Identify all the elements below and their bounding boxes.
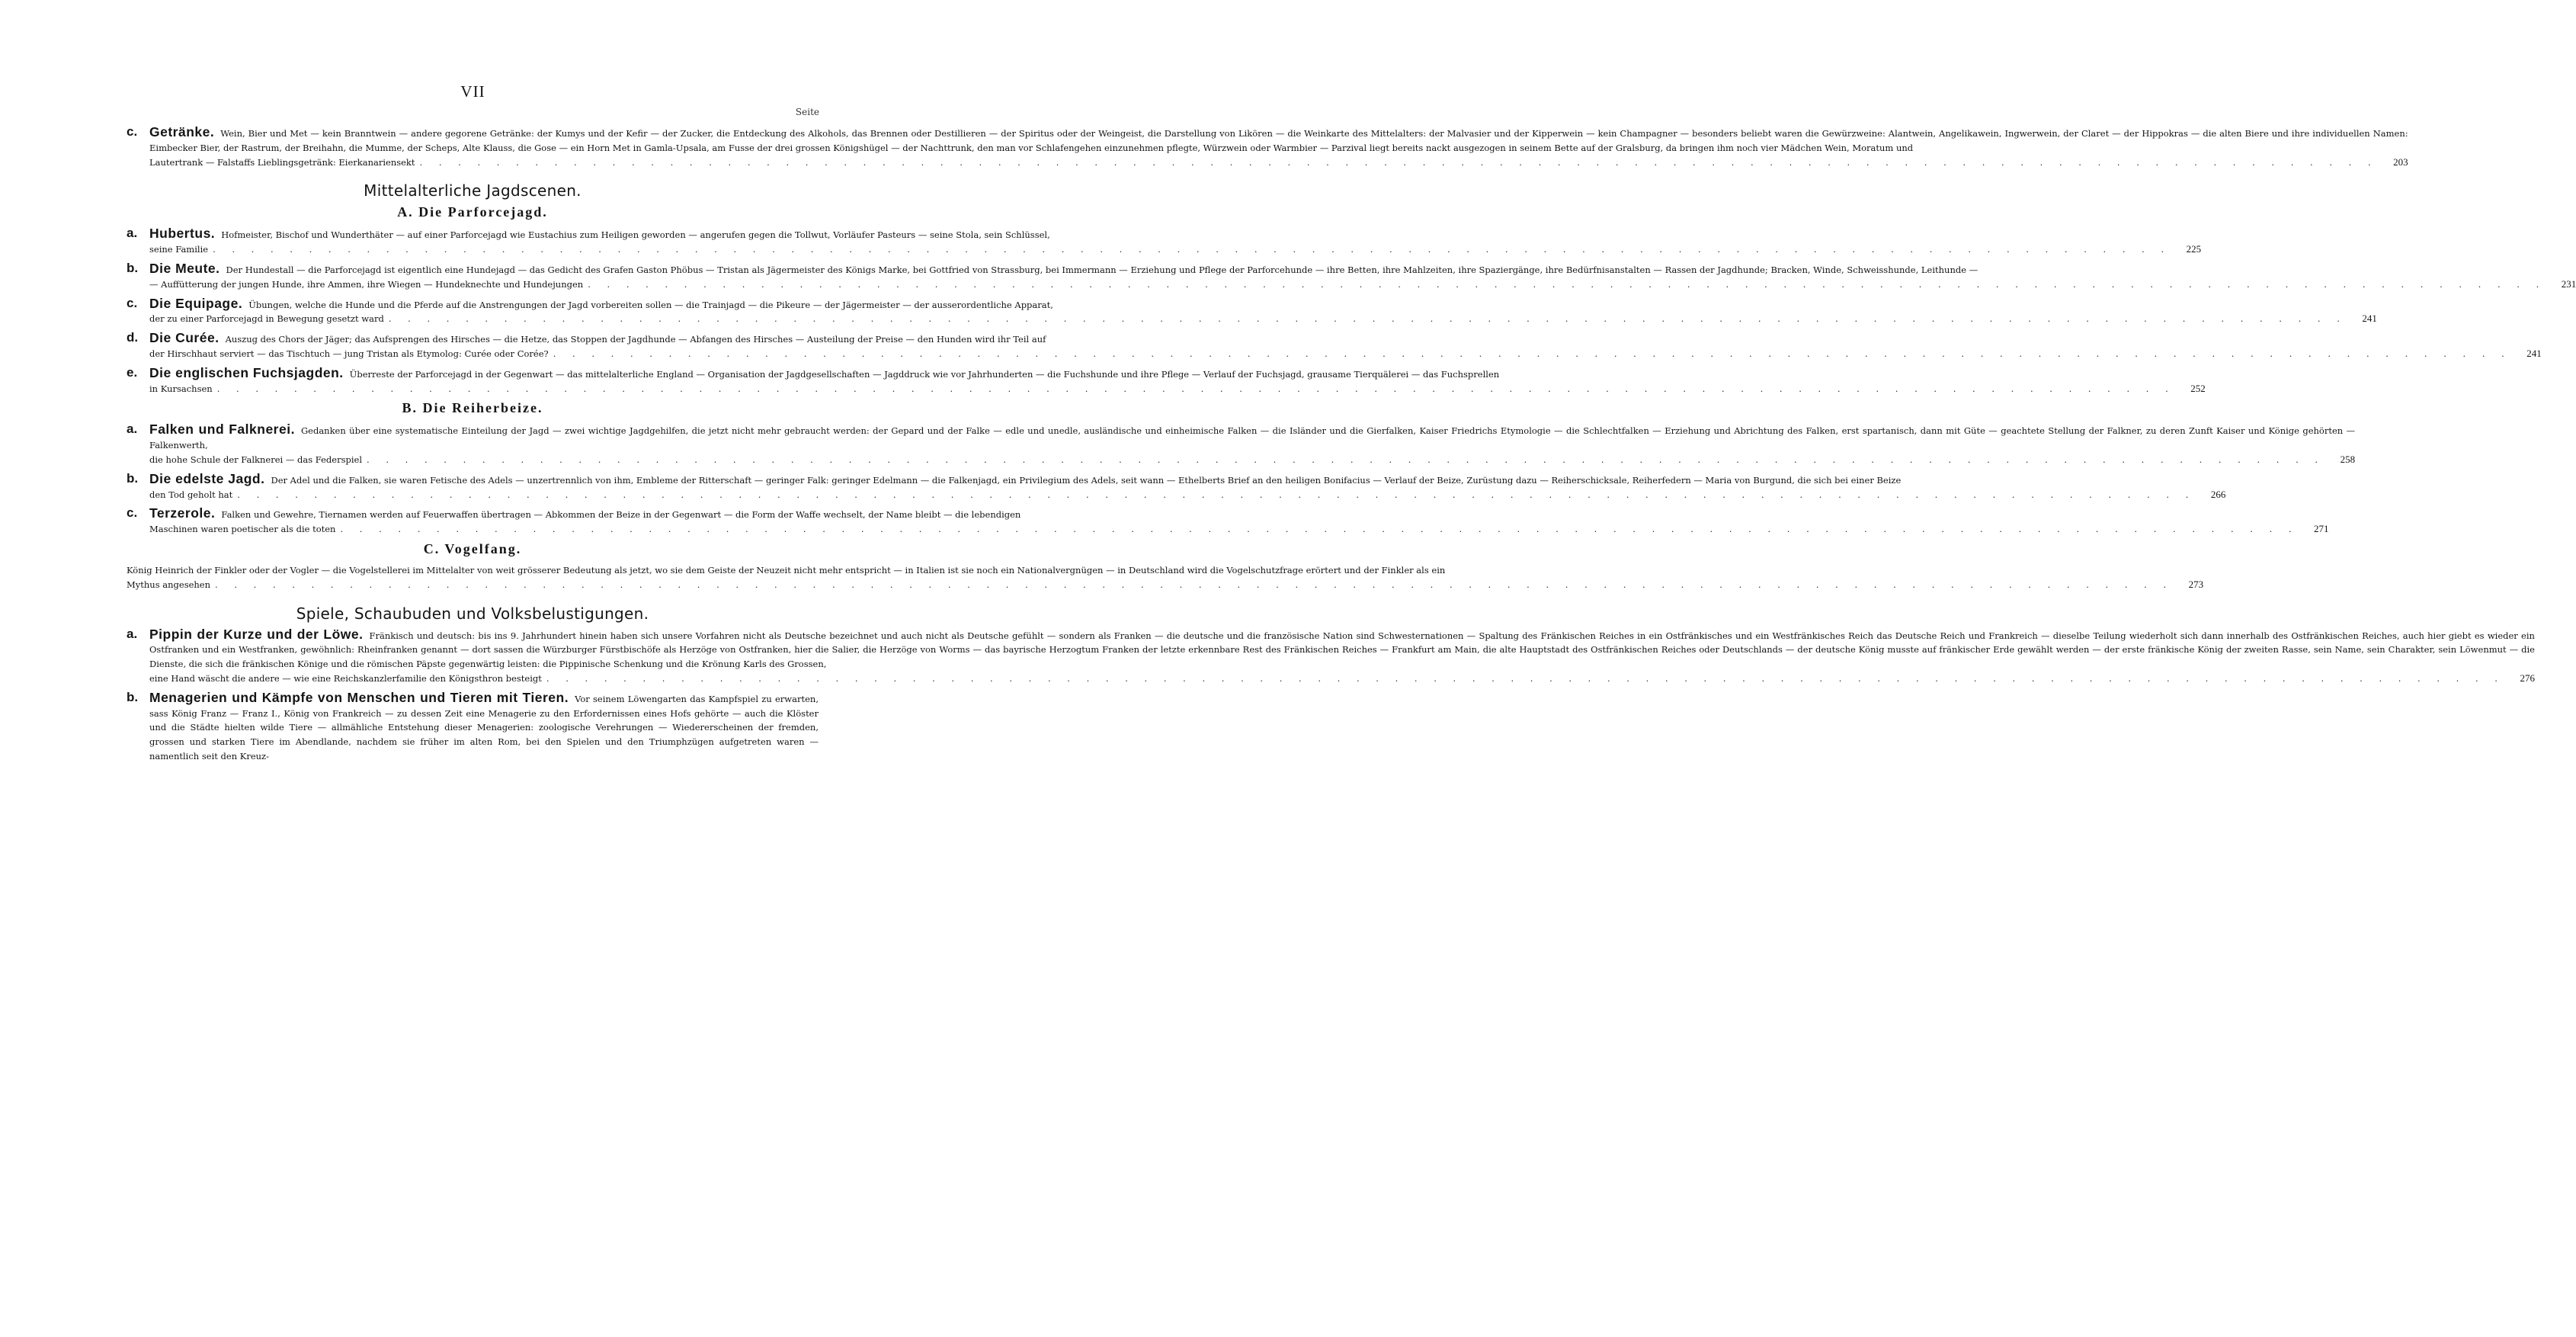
entry-description: Der Hundestall — die Parforcejagd ist eigentlich eine Hundejagd — das Gedicht des Grafen Gaston Phöbus — Tristan als Jägermeister des Königs Marke, bei Gottfried von Strassburg, bei Immermann — Erziehung und Pflege der Parforcehunde — ihre Betten, ihre Mahlzeiten, ihre Spaziergänge, ihre Bedürfnisanstalten — Rassen der Jagdhunde; Bracken, Winde, Schweisshunde, Leithunde — — [226, 264, 1978, 275]
entry-lastline: in Kursachsen — [149, 383, 213, 394]
page-number: 241 — [2362, 313, 2377, 325]
entry-letter: c. — [127, 124, 138, 139]
dot-leader — [237, 488, 2195, 502]
dot-leader — [420, 156, 2378, 170]
toc-entry — [127, 124, 2408, 169]
toc-entry — [127, 295, 2377, 327]
dot-leader — [588, 277, 2546, 292]
entry-letter: c. — [127, 505, 138, 521]
dot-leader — [546, 672, 2504, 686]
toc-entry — [127, 364, 2206, 396]
entry-heading: Die Meute. — [149, 260, 220, 276]
entry-description: Falken und Gewehre, Tiernamen werden auf Feuerwaffen übertragen — Abkommen der Beize in der Gegenwart — die Form der Waffe wechselt, der Name bleibt — die lebendigen — [221, 509, 1021, 521]
entry-letter: d. — [127, 330, 139, 345]
entry-lastline: den Tod geholt hat — [149, 489, 233, 500]
entry-letter: b. — [127, 260, 139, 275]
toc-entry — [127, 563, 2204, 592]
page-number: 276 — [2520, 672, 2535, 684]
entry-heading: Getränke. — [149, 124, 215, 139]
entry-description: Gedanken über eine systematische Einteilung der Jagd — zwei wichtige Jagdgehilfen, die jetzt nicht mehr gebraucht werden: der Gepard und der Falke — edle und unedle, ausländische und einheimische Falken — die Isländer und die Gierfalken, Kaiser Friedrichs Etymologie — die Schlechtfalken — Erziehung und Abrichtung des Falken, erst spartanisch, dann mit Güte — geachtete Stellung der Falkner, zu deren Zunft Kaiser und Könige gehörten — Falkenwerth, — [149, 425, 2356, 451]
entry-lastline: eine Hand wäscht die andere — wie eine Reichskanzlerfamilie den Königsthron besteigt — [149, 672, 542, 684]
entry-lastline: seine Familie — [149, 244, 209, 255]
table-of-contents — [127, 124, 2576, 768]
entry-description: Der Adel und die Falken, sie waren Fetische des Adels — unzertrennlich von ihm, Embleme der Ritterschaft — geringer Falk: geringer Edelmann — die Falkenjagd, ein Privilegium des Adels, seit wann — Ethelberts Brief an den heiligen Bonifacius — Verlauf der Beize, Zurüstung dazu — Reiherschicksale, Reiherfedern — Maria von Burgund, die sich bei einer Beize — [271, 474, 1902, 486]
page-number: 258 — [2340, 453, 2356, 465]
entry-description: Überreste der Parforcejagd in der Gegenwart — das mittelalterliche England — Organisation der Jagdgesellschaften — Jagddruck wie vor Jahrhunderten — die Fuchshunde und ihre Pflege — Verlauf der Fuchsjagd, grausame Tierquälerei — das Fuchsprellen — [349, 368, 1500, 380]
page-number: 252 — [2190, 382, 2206, 394]
entry-text — [149, 125, 2408, 156]
dot-leader — [217, 382, 2175, 396]
dot-leader — [553, 347, 2511, 361]
entry-letter: a. — [127, 422, 138, 437]
toc-entry — [127, 330, 2542, 361]
dot-leader — [389, 312, 2347, 326]
entry-letter: a. — [127, 226, 138, 241]
page-folio: VII — [460, 82, 485, 101]
entry-heading: Terzerole. — [149, 505, 216, 521]
entry-description: Fränkisch und deutsch: bis ins 9. Jahrhundert hinein haben sich unsere Vorfahren nicht als Deutsche bezeichnet und auch nicht als Deutsche gefühlt — sondern als Franken — die deutsche und die französische Nation sind Schwesternationen — Spaltung des Fränkischen Reiches in ein Ostfränkisches und ein Westfränkisches Reich das Deutsche Reich und Frankreich — dieselbe Teilung wiederholt sich dann innerhalb des Ostfränkischen Reiches, auch hier giebt es wieder ein Ostfranken und ein Westfranken, gewöhnlich: Rheinfranken genannt — dort sassen die Würzburger Fürstbischöfe als Herzöge von Ostfranken, hier die Salier, die Herzöge von Worms — das bayrische Herzogtum Franken der letzte erkennbare Rest des Fränkischen Reiches — Frankfurt am Main, die alte Hauptstadt des Ostfränkischen Reiches oder Deutschlands — der deutsche König musste auf fränkischer Erde gewählt werden — der erste fränkische König der zweiten Rasse, sein Name, sein Charakter, sein Löwenmut — die Dienste, die sich die fränkischen Könige und die römischen Päpste gegenwärtig leisten: die Pippinische Schenkung und die Krönung Karls des Grossen, — [149, 630, 2535, 670]
entry-description: Wein, Bier und Met — kein Branntwein — andere gegorene Getränke: der Kumys und der Kefir — der Zucker, die Entdeckung des Alkohols, das Brennen oder Destillieren — der Spiritus oder der Weingeist, die Darstellung von Likören — die Weinkarte des Mittelalters: der Malvasier und der Kipperwein — kein Champagner — besonders beliebt waren die Gewürzweine: Alantwein, Angelikawein, Ingwerwein, der Claret — der Hippokras — die alten Biere und ihre individuellen Namen: Eimbecker Bier, der Rastrum, der Breihahn, die Mumme, der Scheps, Alte Klauss, die Gose — ein Horn Met in Gamla-Upsala, am Fusse der drei grossen Königshügel — der Nachttrunk, den man vor Schlafengehen einzunehmen pflegte, Würzwein oder Warmbier — Parzival liegt bereits nackt ausgezogen in seinem Bette auf der Gralsburg, da bringen ihm noch vier Mädchen Wein, Moratum und — [149, 128, 2408, 153]
entry-lastline: Lautertrank — Falstaffs Lieblingsgetränk: Eierkanariensekt — [149, 156, 415, 168]
toc-entry — [127, 691, 819, 764]
entry-lastline: der Hirschhaut serviert — das Tischtuch — jung Tristan als Etymolog: Curée oder Corée? — [149, 348, 549, 359]
dot-leader — [340, 522, 2298, 537]
entry-lastline: Maschinen waren poetischer als die toten — [149, 524, 336, 535]
page-number: 241 — [2526, 347, 2542, 359]
entry-description: Auszug des Chors der Jäger; das Aufsprengen des Hirsches — die Hetze, das Stoppen der Jagdhunde — Abfangen des Hirsches — Austeilung der Preise — den Hunden wird ihr Teil auf — [225, 334, 1046, 345]
entry-description: Hofmeister, Bischof und Wunderthäter — auf einer Parforcejagd wie Eustachius zum Heiligen geworden — angerufen gegen die Tollwut, Vorläufer Pasteurs — seine Stola, sein Schlüssel, — [221, 229, 1050, 241]
entry-letter: b. — [127, 470, 139, 486]
entry-lastline: Mythus angesehen — [127, 579, 211, 590]
entry-heading: Die edelste Jagd. — [149, 470, 265, 486]
subsection-heading: B. Die Reiherbeize. — [402, 400, 543, 416]
page-number: 271 — [2314, 523, 2329, 535]
toc-entry — [127, 626, 2535, 686]
dot-leader — [213, 242, 2171, 257]
page-number: 266 — [2210, 488, 2226, 500]
subsection-heading: A. Die Parforcejagd. — [397, 204, 548, 220]
entry-letter: a. — [127, 626, 138, 641]
toc-entry — [127, 226, 2202, 257]
toc-entry — [127, 470, 2226, 502]
dot-leader — [215, 578, 2173, 592]
page-number: 203 — [2393, 156, 2408, 168]
page-number: 225 — [2186, 243, 2202, 255]
toc-entry — [127, 505, 2329, 537]
entry-lastline: die hohe Schule der Falknerei — das Federspiel — [149, 454, 363, 465]
entry-description: König Heinrich der Finkler oder der Vogler — die Vogelstellerei im Mittelalter von weit grösserer Bedeutung als jetzt, wo sie dem Geiste der Neuzeit nicht mehr entspricht — in Italien ist sie noch ein Nationalvergnügen — in Deutschland wird die Vogelschutzfrage erörtert und der Finkler als ein — [127, 564, 1446, 576]
entry-heading: Die englischen Fuchsjagden. — [149, 364, 344, 380]
entry-heading: Hubertus. — [149, 226, 216, 242]
entry-description: Übungen, welche die Hunde und die Pferde auf die Anstrengungen der Jagd vorbereiten sollen — die Trainjagd — die Pikeure — der Jägermeister — der ausserordentliche Apparat, — [248, 299, 1053, 310]
entry-heading: Falken und Falknerei. — [149, 422, 295, 438]
entry-letter: e. — [127, 364, 138, 380]
toc-entry — [127, 260, 2576, 292]
entry-heading: Pippin der Kurze und der Löwe. — [149, 626, 364, 642]
entry-heading: Die Equipage. — [149, 295, 243, 311]
page-number: 231 — [2561, 277, 2576, 290]
entry-heading: Die Curée. — [149, 330, 219, 346]
entry-heading: Menagerien und Kämpfe von Menschen und Tieren mit Tieren. — [149, 689, 569, 705]
toc-entry — [127, 422, 2356, 467]
page-number: 273 — [2188, 578, 2204, 590]
entry-letter: b. — [127, 689, 139, 704]
entry-letter: c. — [127, 295, 138, 310]
entry-description: Vor seinem Löwengarten das Kampfspiel zu erwarten, sass König Franz — Franz I., König von Frankreich — zu dessen Zeit eine Menagerie zu den Erfordernissen eines Hofs gehörte — auch die Klöster und die Städte hielten wilde Tiere — allmähliche Entstehung dieser Menagerien: zoologische Verehrungen — Wiedererscheinen der fremden, grossen und starken Tiere im Abendlande, nachdem sie früher im alten Rom, bei den Spielen und den Triumphzügen aufgetreten waren — namentlich seit den Kreuz- — [149, 693, 819, 761]
section-heading: Spiele, Schaubuden und Volksbelustigungen. — [296, 604, 649, 623]
entry-lastline: — Auffütterung der jungen Hunde, ihre Ammen, ihre Wiegen — Hundeknechte und Hundejungen — [149, 278, 584, 290]
seite-label: Seite — [795, 107, 819, 117]
section-heading: Mittelalterliche Jagdscenen. — [364, 181, 582, 200]
entry-lastline: der zu einer Parforcejagd in Bewegung gesetzt ward — [149, 313, 384, 325]
subsection-heading: C. Vogelfang. — [423, 540, 522, 556]
dot-leader — [367, 453, 2324, 467]
